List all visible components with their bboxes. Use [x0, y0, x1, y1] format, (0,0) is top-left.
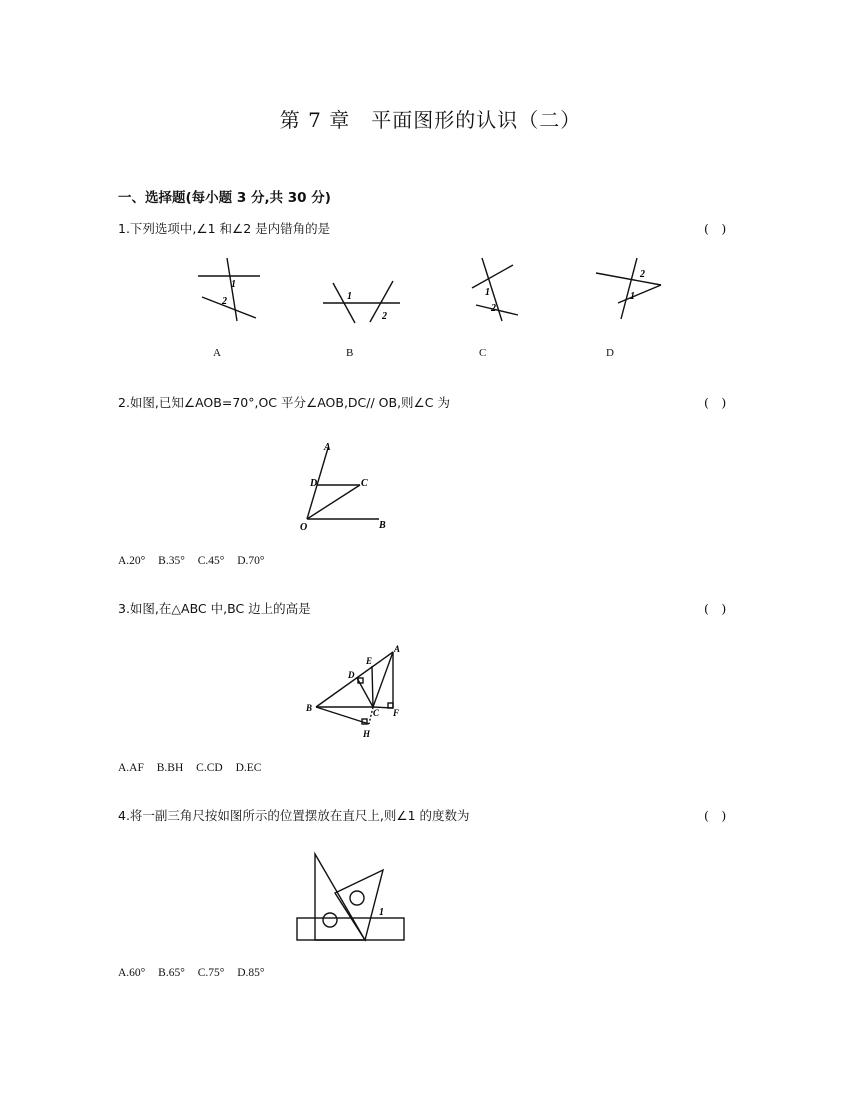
- option-label-a: A: [213, 347, 221, 359]
- figure-1a: [198, 258, 260, 321]
- question-2-stem: 2.如图,已知∠AOB=70°,OC 平分∠AOB,DC// OB,则∠C 为: [118, 395, 450, 410]
- fig3-label-h: H: [363, 729, 371, 739]
- q2-option-b: B.35°: [158, 555, 185, 567]
- fig2-label-o: O: [300, 522, 308, 533]
- q2-option-a: A.20°: [118, 555, 146, 567]
- figure-1b: [323, 281, 400, 323]
- fig3-label-c: C: [373, 708, 380, 718]
- fig1b-label-2: 2: [382, 311, 387, 322]
- fig1d-label-2: 2: [640, 269, 645, 280]
- question-4-figure: [290, 848, 415, 948]
- question-3-figure: [296, 640, 416, 745]
- q4-option-d: D.85°: [237, 967, 265, 979]
- fig1c-label-2: 2: [491, 303, 496, 314]
- fig3-label-d: D: [348, 670, 355, 680]
- figure-1c: [472, 258, 518, 321]
- question-1-stem: 1.下列选项中,∠1 和∠2 是内错角的是: [118, 221, 331, 236]
- q4-option-a: A.60°: [118, 967, 146, 979]
- q3-option-b: B.BH: [156, 762, 184, 774]
- fig3-label-a: A: [394, 644, 401, 654]
- fig2-label-b: B: [379, 520, 386, 531]
- answer-paren-3: ( ): [704, 601, 727, 616]
- option-label-c: C: [479, 347, 487, 359]
- question-3-options: [118, 762, 271, 774]
- fig1b-label-1: 1: [347, 291, 352, 302]
- page-title: 第 7 章 平面图形的认识（二）: [279, 108, 582, 132]
- q2-option-c: C.45°: [197, 555, 225, 567]
- fig3-label-b: B: [306, 703, 313, 713]
- question-4-options: [118, 967, 275, 979]
- question-2-figure: [290, 436, 400, 536]
- question-4-stem: 4.将一副三角尺按如图所示的位置摆放在直尺上,则∠1 的度数为: [118, 808, 470, 823]
- fig3-label-e: E: [366, 656, 373, 666]
- answer-paren-2: ( ): [704, 395, 727, 410]
- q4-option-b: B.65°: [158, 967, 185, 979]
- fig1a-label-1: 1: [231, 279, 236, 290]
- fig2-label-a: A: [324, 442, 331, 453]
- fig2-label-c: C: [361, 478, 368, 489]
- fig2-label-d: D: [310, 478, 318, 489]
- option-label-d: D: [606, 347, 614, 359]
- q3-option-c: C.CD: [196, 762, 223, 774]
- q3-option-a: A.AF: [118, 762, 144, 774]
- q4-option-c: C.75°: [197, 967, 225, 979]
- fig1c-label-1: 1: [485, 287, 490, 298]
- figure-1d: [596, 258, 661, 319]
- question-1-figures: [180, 255, 680, 335]
- fig1a-label-2: 2: [222, 296, 227, 307]
- answer-paren-1: ( ): [704, 221, 727, 236]
- section-heading: 一、选择题(每小题 3 分,共 30 分): [118, 190, 331, 206]
- ruler-shape: [297, 918, 404, 940]
- q2-option-d: D.70°: [237, 555, 265, 567]
- question-3-stem: 3.如图,在△ABC 中,BC 边上的高是: [118, 601, 311, 616]
- q3-option-d: D.EC: [235, 762, 262, 774]
- question-2-options: [118, 555, 275, 567]
- option-label-b: B: [346, 347, 354, 359]
- fig4-label-1: 1: [379, 907, 384, 918]
- fig3-label-f: F: [393, 708, 400, 718]
- fig1d-label-1: 1: [630, 291, 635, 302]
- answer-paren-4: ( ): [704, 808, 727, 823]
